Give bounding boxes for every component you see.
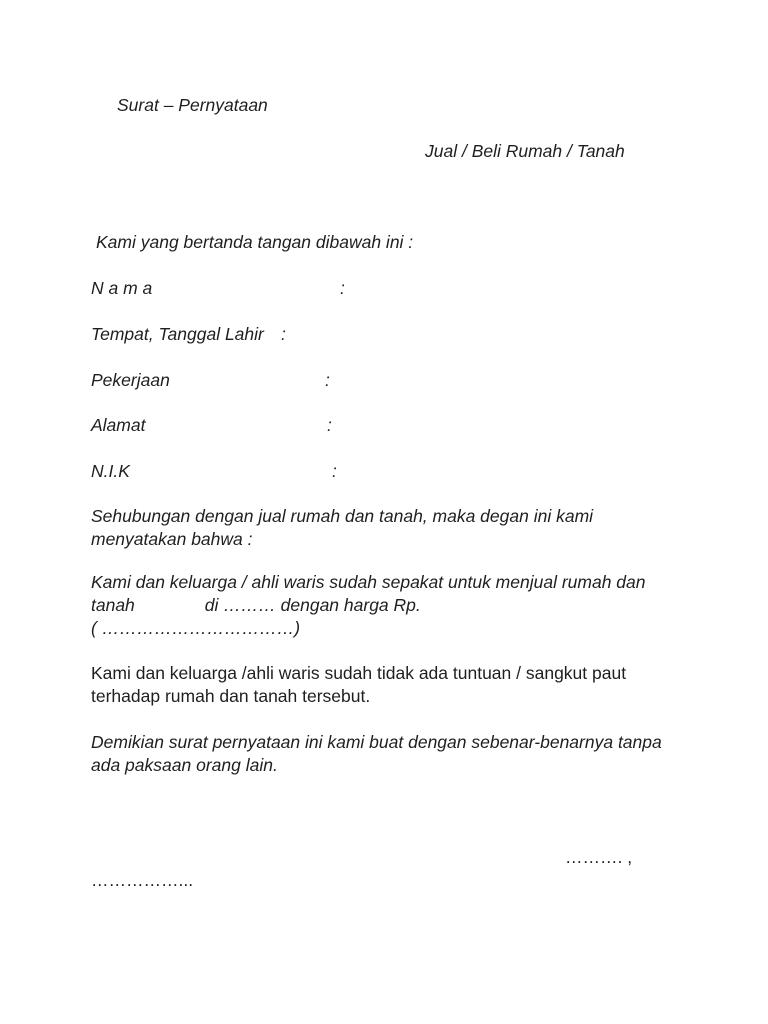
paragraph-line: ada paksaan orang lain. [91,755,278,775]
paragraph-kesepakatan [91,571,691,640]
paragraph-line: Kami dan keluarga / ahli waris sudah sepakat untuk menjual rumah dan [91,572,646,592]
field-label-nama: N a m a [91,278,153,298]
field-colon-nama: : [340,278,345,298]
field-colon-pekerjaan: : [325,370,330,390]
field-colon-alamat: : [327,415,332,435]
document-title: Surat – Pernyataan [117,95,268,115]
paragraph-demikian [91,731,691,777]
paragraph-line: Sehubungan dengan jual rumah dan tanah, maka degan ini kami [91,506,594,526]
paragraph-line: menyatakan bahwa : [91,529,253,549]
paragraph-line: Kami dan keluarga /ahli waris sudah tidak ada tuntuan / sangkut paut [91,663,627,683]
paragraph-line: Demikian surat pernyataan ini kami buat dengan sebenar-benarnya tanpa [91,732,662,752]
intro-text: Kami yang bertanda tangan dibawah ini : [96,232,414,252]
field-colon-nik: : [332,461,337,481]
paragraph-line [91,594,691,617]
paragraph-line: ( ……………………………) [91,618,301,638]
field-colon-tempat-tanggal-lahir: : [281,324,286,344]
field-label-alamat: Alamat [91,415,146,435]
paragraph-sehubungan [91,505,691,551]
field-label-pekerjaan: Pekerjaan [91,370,170,390]
field-label-nik: N.I.K [91,461,130,481]
paragraph-harga-text: di ……… dengan harga Rp. [204,595,421,615]
paragraph-word-tanah: tanah [91,595,135,615]
paragraph-tuntutan [91,662,691,708]
paragraph-line: terhadap rumah dan tanah tersebut. [91,686,371,706]
document-subtitle: Jual / Beli Rumah / Tanah [425,141,625,161]
date-place-placeholder: ………. , [565,847,633,867]
date-placeholder: ……………... [91,870,194,890]
field-label-tempat-tanggal-lahir: Tempat, Tanggal Lahir [91,324,264,344]
